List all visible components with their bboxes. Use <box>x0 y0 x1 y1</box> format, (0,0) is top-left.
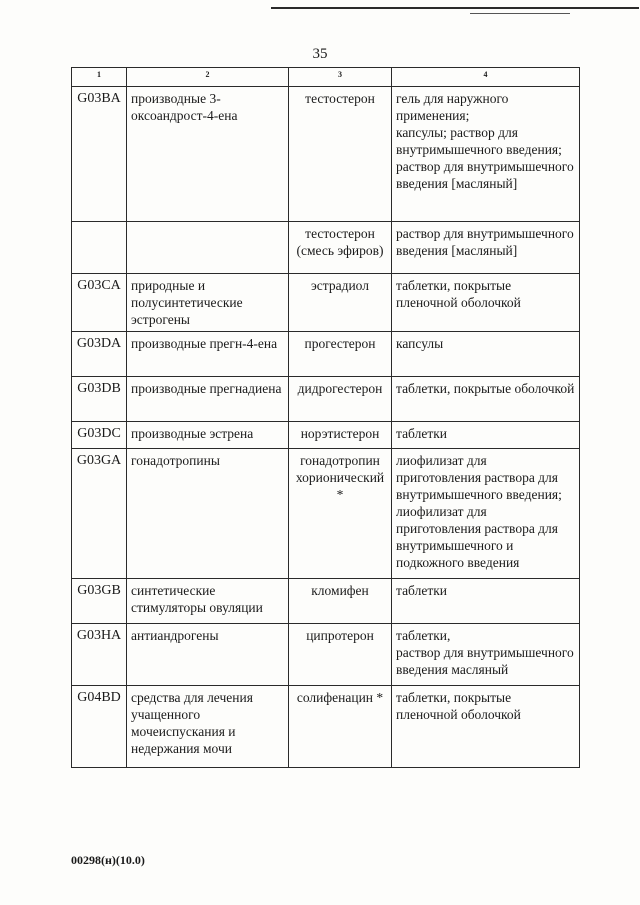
document-code: 00298(н)(10.0) <box>71 853 145 867</box>
dosage-form: раствор для внутримышечного введения [масляный] <box>392 222 580 274</box>
atc-code: G03CA <box>72 274 127 332</box>
atc-code: G03HA <box>72 624 127 686</box>
drug-name: солифенацин * <box>289 686 392 768</box>
dosage-form: таблетки <box>392 579 580 624</box>
table-row <box>72 449 580 579</box>
drug-name: гонадотропин хорионический * <box>289 449 392 579</box>
drug-name: тестостерон (смесь эфиров) <box>289 222 392 274</box>
top-rule-short <box>470 13 570 14</box>
atc-code <box>72 222 127 274</box>
dosage-form: гель для наружного применения; капсулы; раствор для внутримышечного введения; раствор для внутримышечного введения [масляный] <box>392 87 580 222</box>
table-row <box>72 686 580 768</box>
drug-name: эстрадиол <box>289 274 392 332</box>
atc-code: G03DA <box>72 332 127 377</box>
dosage-form: лиофилизат для приготовления раствора для внутримышечного введения; лиофилизат для приготовления раствора для внутримышечного и подкожного введения <box>392 449 580 579</box>
drug-group: производные прегнадиена <box>127 377 289 422</box>
dosage-form: таблетки, раствор для внутримышечного введения масляный <box>392 624 580 686</box>
atc-code: G03GB <box>72 579 127 624</box>
top-rule <box>271 7 639 9</box>
table-row <box>72 222 580 274</box>
drug-name: ципротерон <box>289 624 392 686</box>
table-row <box>72 377 580 422</box>
drug-group: природные и полусинтетические эстрогены <box>127 274 289 332</box>
atc-code: G03GA <box>72 449 127 579</box>
column-header: 4 <box>392 68 580 87</box>
table-row <box>72 87 580 222</box>
table-row <box>72 332 580 377</box>
drug-name: прогестерон <box>289 332 392 377</box>
header-row <box>72 68 580 87</box>
drug-group <box>127 222 289 274</box>
column-header: 2 <box>127 68 289 87</box>
drug-group: антиандрогены <box>127 624 289 686</box>
atc-code: G03DB <box>72 377 127 422</box>
dosage-form: капсулы <box>392 332 580 377</box>
table-row <box>72 274 580 332</box>
atc-code: G03BA <box>72 87 127 222</box>
table-row <box>72 624 580 686</box>
dosage-form: таблетки, покрытые пленочной оболочкой <box>392 686 580 768</box>
table-row <box>72 422 580 449</box>
column-header: 3 <box>289 68 392 87</box>
column-header: 1 <box>72 68 127 87</box>
drug-group: производные 3-оксоандрост-4-ена <box>127 87 289 222</box>
drug-group: производные прегн-4-ена <box>127 332 289 377</box>
drug-name: тестостерон <box>289 87 392 222</box>
dosage-form: таблетки, покрытые пленочной оболочкой <box>392 274 580 332</box>
dosage-form: таблетки <box>392 422 580 449</box>
dosage-form: таблетки, покрытые оболочкой <box>392 377 580 422</box>
drug-table <box>71 67 580 768</box>
drug-group: гонадотропины <box>127 449 289 579</box>
drug-group: синтетические стимуляторы овуляции <box>127 579 289 624</box>
drug-name: кломифен <box>289 579 392 624</box>
drug-name: норэтистерон <box>289 422 392 449</box>
table-row <box>72 579 580 624</box>
atc-code: G03DC <box>72 422 127 449</box>
drug-group: производные эстрена <box>127 422 289 449</box>
drug-group: средства для лечения учащенного мочеиспускания и недержания мочи <box>127 686 289 768</box>
atc-code: G04BD <box>72 686 127 768</box>
page-number: 35 <box>312 46 328 62</box>
drug-name: дидрогестерон <box>289 377 392 422</box>
